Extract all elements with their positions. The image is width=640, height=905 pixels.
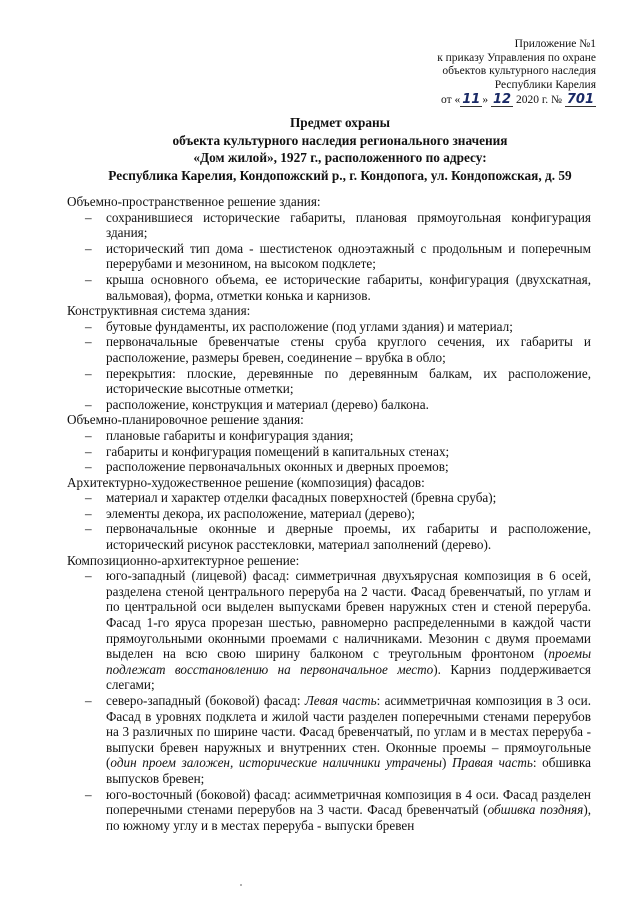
item-text: юго-западный (лицевой) фасад: симметричная двухъярусная композиция в 6 осей, разделена стеной центрального переруба на 2 части. Фасад бревенчатый, по углам и по центральной оси выделен выпусками бревен наружных стен и стеной переруба. Фасад 1-го яруса прорезан шестью, равномерно распределенными в каждой части прямоугольными оконными проемами с наличниками. Мезонин с двумя проемами выделен на всю свою ширину балконом с треугольным фронтоном ( <box>106 568 591 662</box>
title-line-1: Предмет охраны <box>289 115 391 130</box>
section-title: Объемно-планировочное решение здания: <box>67 412 304 428</box>
item-text: крыша основного объема, ее исторические габариты, конфигурация (двухскатная, вальмовая), форма, отметки конька и карнизов. <box>106 271 591 303</box>
bullet-dash: – <box>85 209 92 225</box>
item-text: первоначальные оконные и дверные проемы, их габариты и расположение, исторический рисунок расстекловки, материал заполнений (дерево). <box>106 521 591 553</box>
item-text: юго-восточный (боковой) фасад: асимметричная композиция в 4 оси. Фасад разделен поперечными стенами перерубов на 3 части. Фасад бревенчатый ( <box>106 786 591 818</box>
item-text: сохранившиеся исторические габариты, плановая прямоугольная конфигурация здания; <box>106 209 591 241</box>
list-item <box>61 334 591 365</box>
item-text: первоначальные бревенчатые стены сруба круглого сечения, их габариты и расположение, размеры бревен, соединение – врубка в обло; <box>106 334 591 365</box>
annex-header <box>437 38 596 108</box>
list-item <box>61 506 591 522</box>
bullet-dash: – <box>85 521 92 537</box>
italic-text: обшивка поздняя <box>487 802 584 818</box>
bullet-dash: – <box>85 365 92 381</box>
list-item <box>61 366 591 397</box>
list-item <box>61 521 591 552</box>
section <box>61 194 591 303</box>
item-text: материал и характер отделки фасадных поверхностей (бревна сруба); <box>106 490 497 506</box>
item-text: расположение, конструкция и материал (дерево) балкона. <box>106 396 429 412</box>
item-text: ) <box>441 755 452 771</box>
item-text: : асимметричная композиция в 3 оси. Фасад в уровнях подклета и жилой части разделен поперечными стенами перерубов на 3 различных по ширине части. Фасад бревенчатый, по углам и в местах переруба - выпуски бревен наружных и внутренних стен. Оконные проемы – прямоугольные ( <box>106 693 592 771</box>
section <box>61 475 591 553</box>
list-item <box>61 787 591 834</box>
bullet-dash: – <box>85 490 92 506</box>
annex-mid: » <box>482 94 489 106</box>
item-text: элементы декора, их расположение, материал (дерево); <box>106 505 415 521</box>
italic-text: один проем заложен, исторические наличники утрачены <box>110 755 442 771</box>
item-text: габариты и конфигурация помещений в капитальных стенах; <box>106 443 450 459</box>
annex-year-prefix: 20 <box>515 94 528 106</box>
scan-dot <box>240 884 242 886</box>
list-item <box>61 459 591 475</box>
list-item <box>61 272 591 303</box>
section <box>61 303 591 412</box>
item-text: перекрытия: плоские, деревянные по деревянным балкам, их расположение, исторические высотные отметки; <box>106 365 591 397</box>
bullet-dash: – <box>85 396 92 412</box>
section <box>61 412 591 474</box>
list-item <box>61 444 591 460</box>
annex-line-1: Приложение №1 <box>514 38 596 50</box>
handwritten-number: 701 <box>566 92 594 107</box>
list-item <box>61 428 591 444</box>
handwritten-month: 12 <box>492 92 512 107</box>
list-item <box>61 210 591 241</box>
document-title <box>60 114 620 184</box>
bullet-dash: – <box>85 427 92 443</box>
section-title: Композиционно-архитектурное решение: <box>67 552 300 568</box>
title-line-4: Республика Карелия, Кондопожский р., г. Кондопога, ул. Кондопожская, д. 59 <box>108 167 572 183</box>
section-title: Объемно-пространственное решение здания: <box>67 194 321 209</box>
bullet-dash: – <box>85 459 92 475</box>
list-item <box>61 490 591 506</box>
bullet-dash: – <box>85 505 92 521</box>
document-body <box>61 194 591 833</box>
annex-line-3: объектов культурного наследия <box>442 65 596 77</box>
bullet-dash: – <box>85 240 92 256</box>
italic-text: проемы подлежат восстановлению на первоначальное место <box>106 646 591 677</box>
section-title: Архитектурно-художественное решение (композиция) фасадов: <box>67 474 425 490</box>
bullet-dash: – <box>85 568 92 584</box>
bullet-dash: – <box>85 334 92 350</box>
item-text: : обшивка выпусков бревен; <box>106 755 591 786</box>
annex-order-line <box>437 93 596 108</box>
section-title: Конструктивная система здания: <box>67 303 251 319</box>
list-item <box>61 319 591 335</box>
item-text: бутовые фундаменты, их расположение (под углами здания) и материал; <box>106 318 513 334</box>
list-item <box>61 241 591 272</box>
item-text: расположение первоначальных оконных и дверных проемов; <box>106 459 449 475</box>
list-item <box>61 568 591 693</box>
title-line-2: объекта культурного наследия регионального значения <box>172 132 508 148</box>
bullet-dash: – <box>85 693 92 708</box>
title-line-3: «Дом жилой», 1927 г., расположенного по адресу: <box>193 150 487 165</box>
bullet-dash: – <box>85 786 92 802</box>
handwritten-day: 11 <box>462 92 481 107</box>
italic-text: Правая часть <box>451 755 533 771</box>
annex-year-suffix: 20 г. № <box>527 94 562 106</box>
item-text: исторический тип дома - шестистенок одноэтажный с продольным и поперечным перерубами и мезонином, на высоком подклете; <box>106 240 591 272</box>
annex-line-2: к приказу Управления по охране <box>437 51 596 64</box>
bullet-dash: – <box>85 443 92 459</box>
item-text: плановые габариты и конфигурация здания; <box>106 427 354 443</box>
item-text: ). Карниз поддерживается слегами; <box>106 661 591 693</box>
bullet-dash: – <box>85 318 92 334</box>
italic-text: Левая часть <box>304 693 377 708</box>
annex-line-4: Республики Карелия <box>494 78 596 91</box>
section <box>61 553 591 834</box>
list-item <box>61 397 591 413</box>
bullet-dash: – <box>85 271 92 287</box>
annex-from: от « <box>441 94 461 106</box>
item-text: ), по южному углу и в местах переруба - выпуски бревен <box>106 802 592 833</box>
list-item <box>61 693 591 787</box>
item-text: северо-западный (боковой) фасад: <box>106 693 305 708</box>
